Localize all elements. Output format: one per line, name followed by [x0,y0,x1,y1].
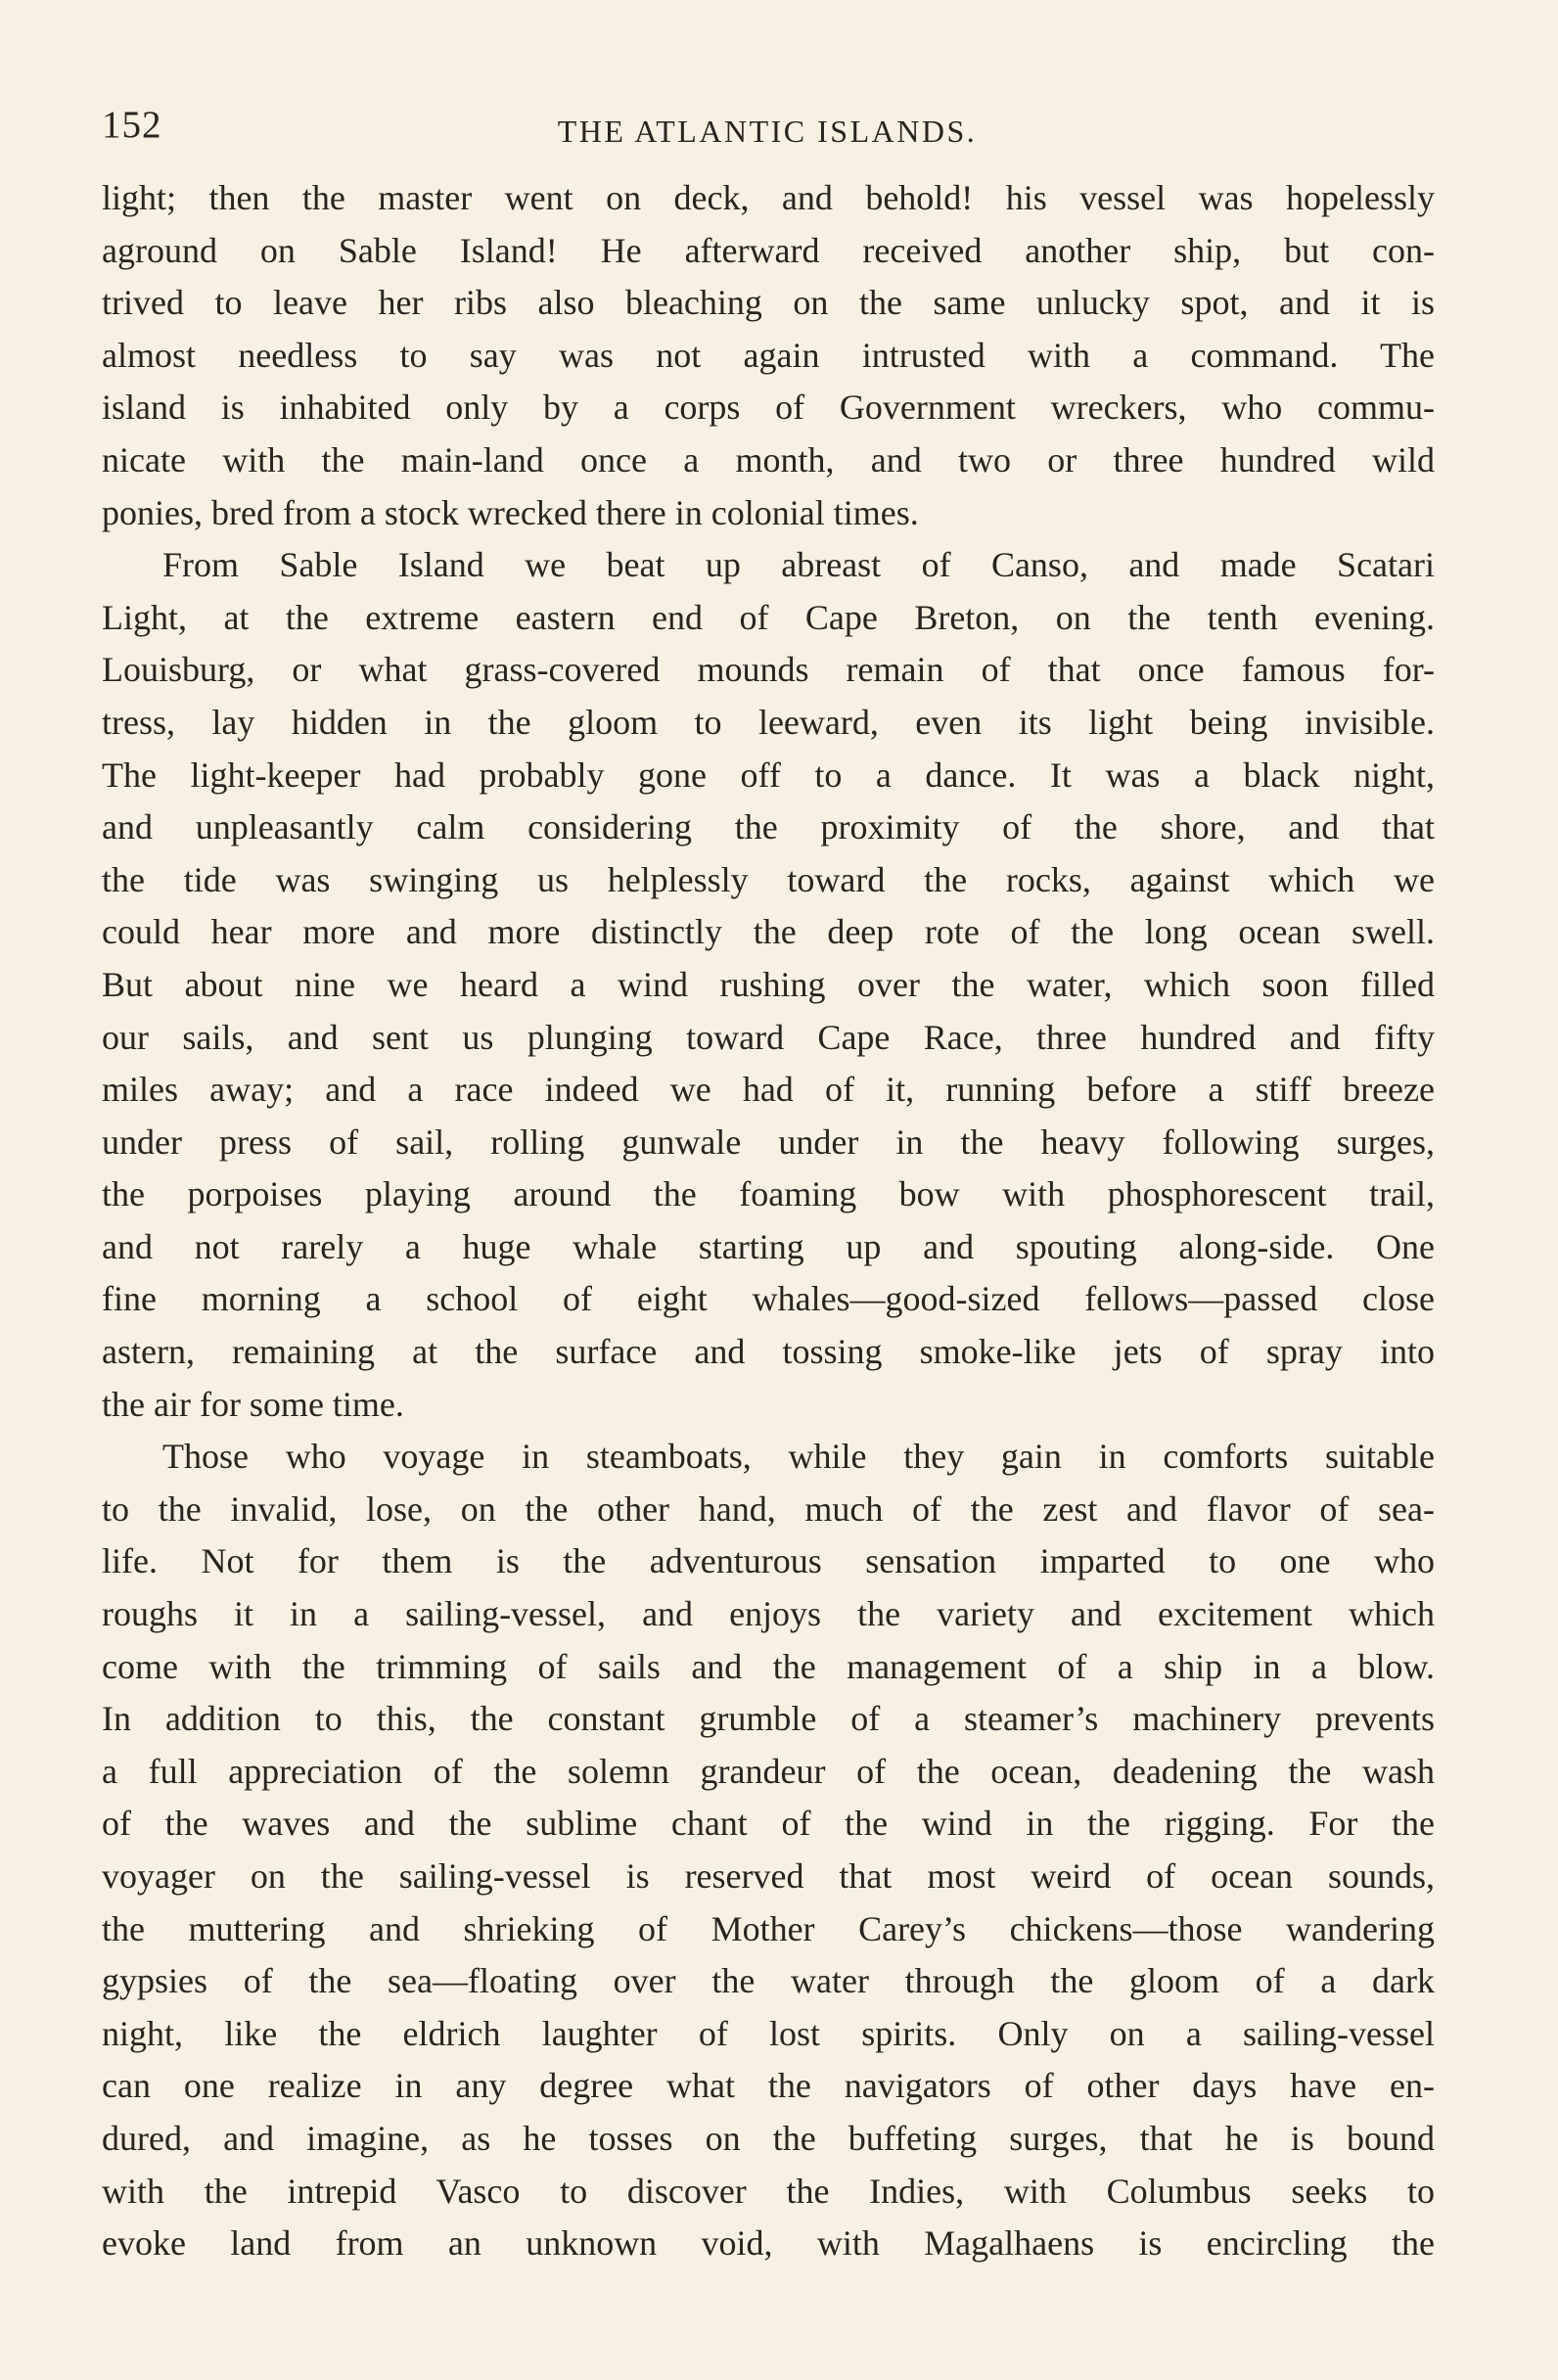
text-line: aground on Sable Island! He afterward received another ship, but con- [102,230,1435,270]
text-line: Those who voyage in steamboats, while they gain in comforts suitable [162,1437,1435,1477]
text-line: of the waves and the sublime chant of the wind in the rigging. For the [102,1804,1435,1844]
text-line: come with the trimming of sails and the management of a ship in a blow. [102,1646,1435,1686]
text-line: voyager on the sailing-vessel is reserved that most weird of ocean sounds, [102,1856,1435,1896]
text-line: can one realize in any degree what the navigators of other days have en- [102,2066,1435,2106]
text-line: trived to leave her ribs also bleaching on the same unlucky spot, and it is [102,283,1435,323]
text-line: miles away; and a race indeed we had of it, running before a stiff breeze [102,1070,1435,1110]
text-line: and not rarely a huge whale starting up and spouting along-side. One [102,1226,1435,1266]
body-text [102,172,1435,2270]
text-line: But about nine we heard a wind rushing over the water, which soon filled [102,964,1435,1004]
running-head [102,96,1433,155]
text-line: nicate with the main-land once a month, and two or three hundred wild [102,439,1435,480]
text-line: and unpleasantly calm considering the proximity of the shore, and that [102,807,1435,847]
page-number: 152 [102,104,162,146]
text-line: with the intrepid Vasco to discover the Indies, with Columbus seeks to [102,2171,1435,2211]
text-line: The light-keeper had probably gone off to a dance. It was a black night, [102,755,1435,795]
text-line: tress, lay hidden in the gloom to leeward, even its light being invisible. [102,702,1435,742]
text-line: the tide was swinging us helplessly toward the rocks, against which we [102,859,1435,899]
text-line: fine morning a school of eight whales—good-sized fellows—passed close [102,1279,1435,1319]
text-line: almost needless to say was not again intrusted with a command. The [102,335,1435,375]
text-line: the muttering and shrieking of Mother Carey’s chickens—those wandering [102,1908,1435,1948]
text-line: Light, at the extreme eastern end of Cape Breton, on the tenth evening. [102,597,1435,637]
text-line: night, like the eldrich laughter of lost spirits. Only on a sailing-vessel [102,2013,1435,2053]
text-line: In addition to this, the constant grumble of a steamer’s machinery prevents [102,1699,1435,1739]
text-line: a full appreciation of the solemn grandeur of the ocean, deadening the wash [102,1751,1435,1791]
text-line: the porpoises playing around the foaming bow with phosphorescent trail, [102,1174,1435,1214]
text-line: our sails, and sent us plunging toward Cape Race, three hundred and fifty [102,1017,1435,1057]
text-line: life. Not for them is the adventurous sensation imparted to one who [102,1541,1435,1581]
text-line: From Sable Island we beat up abreast of Canso, and made Scatari [162,545,1435,585]
text-line: roughs it in a sailing-vessel, and enjoys the variety and excitement which [102,1594,1435,1634]
text-line: dured, and imagine, as he tosses on the buffeting surges, that he is bound [102,2118,1435,2158]
text-line: could hear more and more distinctly the deep rote of the long ocean swell. [102,912,1435,952]
text-line: to the invalid, lose, on the other hand, much of the zest and flavor of sea- [102,1488,1435,1529]
text-line: Louisburg, or what grass-covered mounds remain of that once famous for- [102,650,1435,690]
text-line: light; then the master went on deck, and behold! his vessel was hopelessly [102,178,1435,217]
text-line: the air for some time. [102,1384,404,1424]
text-line: under press of sail, rolling gunwale under in the heavy following surges, [102,1121,1435,1162]
running-title: THE ATLANTIC ISLANDS. [557,114,978,149]
text-line: island is inhabited only by a corps of Government wreckers, who commu- [102,388,1435,428]
text-line: gypsies of the sea—floating over the water through the gloom of a dark [102,1961,1435,2001]
text-line: astern, remaining at the surface and tossing smoke-like jets of spray into [102,1332,1435,1372]
text-line: ponies, bred from a stock wrecked there in colonial times. [102,492,919,532]
text-line: evoke land from an unknown void, with Magalhaens is encircling the [102,2223,1435,2264]
